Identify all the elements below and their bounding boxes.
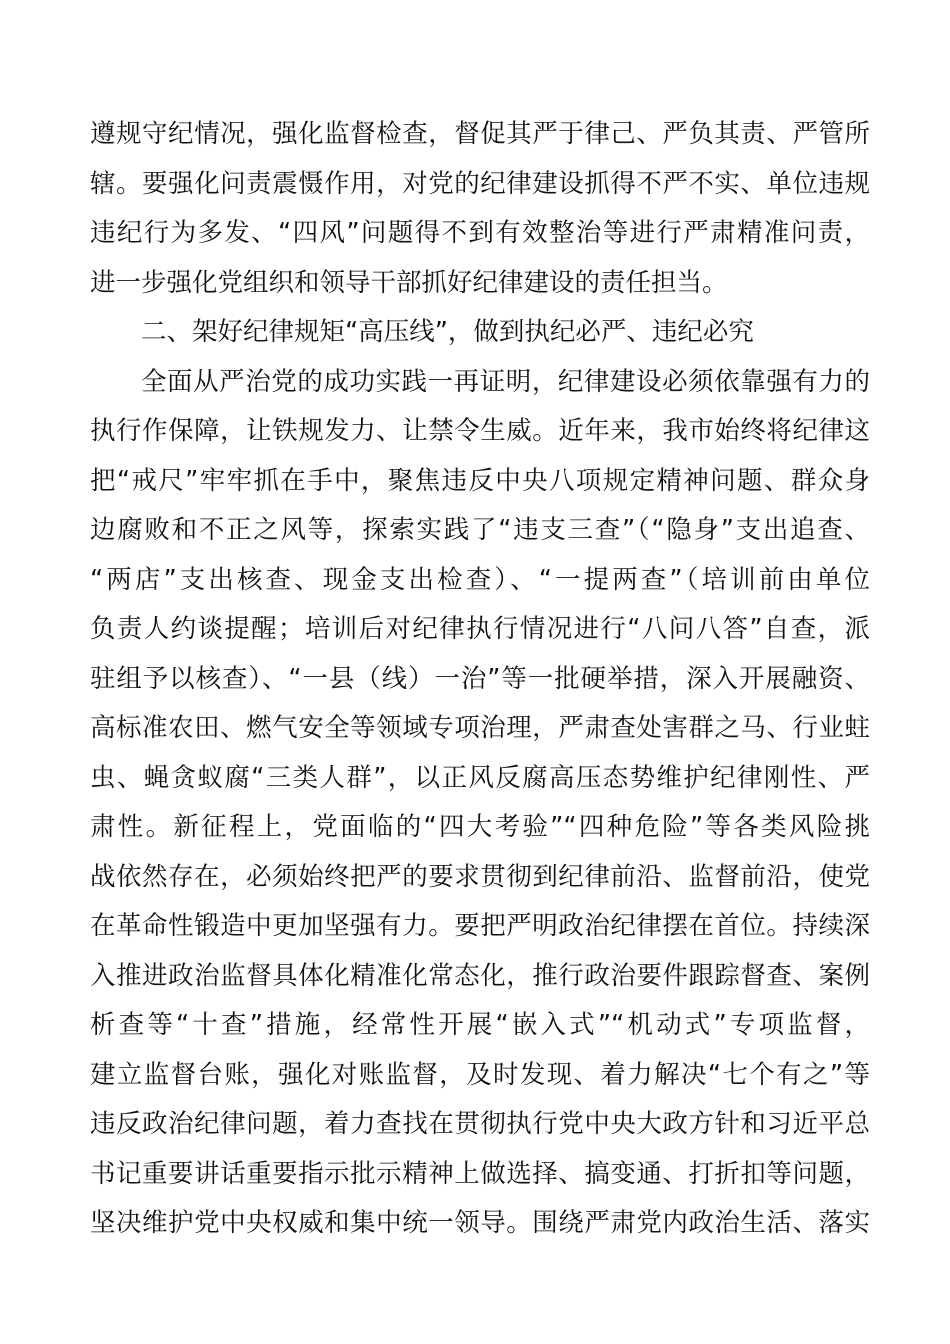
text-line: 辖。要强化问责震慑作用，对党的纪律建设抓得不严不实、单位违规: [90, 168, 870, 199]
text-line: 建立监督台账，强化对账监督，及时发现、着力解决“七个有之”等: [90, 1059, 870, 1090]
text-line: 负责人约谈提醒；培训后对纪律执行情况进行“八问八答”自查，派: [90, 614, 870, 644]
text-line: 坚决维护党中央权威和集中统一领导。围绕严肃党内政治生活、落实: [90, 1208, 870, 1238]
text-line: 把“戒尺”牢牢抓在手中，聚焦违反中央八项规定精神问题、群众身: [90, 465, 870, 496]
text-line: “两店”支出核查、现金支出检查）、“一提两查”（培训前由单位: [90, 564, 870, 595]
text-line: 虫、蝇贪蚁腐“三类人群”，以正风反腐高压态势维护纪律刚性、严: [90, 762, 870, 793]
text-line: 违纪行为多发、“四风”问题得不到有效整治等进行严肃精准问责，: [90, 218, 870, 248]
text-line: 战依然存在，必须始终把严的要求贯彻到纪律前沿、监督前沿，使党: [90, 861, 870, 892]
text-line: 在革命性锻造中更加坚强有力。要把严明政治纪律摆在首位。持续深: [90, 911, 870, 941]
text-line: 全面从严治党的成功实践一再证明，纪律建设必须依靠强有力的: [141, 366, 870, 397]
text-line: 肃性。新征程上，党面临的“四大考验”“四种危险”等各类风险挑: [90, 812, 870, 842]
section-heading: 二、架好纪律规矩“高压线”，做到执纪必严、违纪必究: [141, 317, 754, 347]
text-line: 进一步强化党组织和领导干部抓好纪律建设的责任担当。: [90, 267, 728, 298]
text-line: 析查等“十查”措施，经常性开展“嵌入式”“机动式”专项监督，: [90, 1010, 870, 1040]
text-line: 违反政治纪律问题，着力查找在贯彻执行党中央大政方针和习近平总: [90, 1109, 870, 1139]
text-line: 书记重要讲话重要指示批示精神上做选择、搞变通、打折扣等问题，: [90, 1158, 870, 1189]
text-line: 高标准农田、燃气安全等领域专项治理，严肃查处害群之马、行业蛀: [90, 713, 870, 743]
text-line: 遵规守纪情况，强化监督检查，督促其严于律己、严负其责、严管所: [90, 119, 870, 149]
text-line: 入推进政治监督具体化精准化常态化，推行政治要件跟踪督查、案例: [90, 960, 870, 991]
text-line: 驻组予以核查）、“一县（线）一治”等一批硬举措，深入开展融资、: [90, 663, 870, 694]
text-line: 边腐败和不正之风等，探索实践了“违支三查”（“隐身”支出追查、: [90, 515, 870, 545]
text-line: 执行作保障，让铁规发力、让禁令生威。近年来，我市始终将纪律这: [90, 416, 870, 446]
document-body: [90, 110, 870, 1249]
